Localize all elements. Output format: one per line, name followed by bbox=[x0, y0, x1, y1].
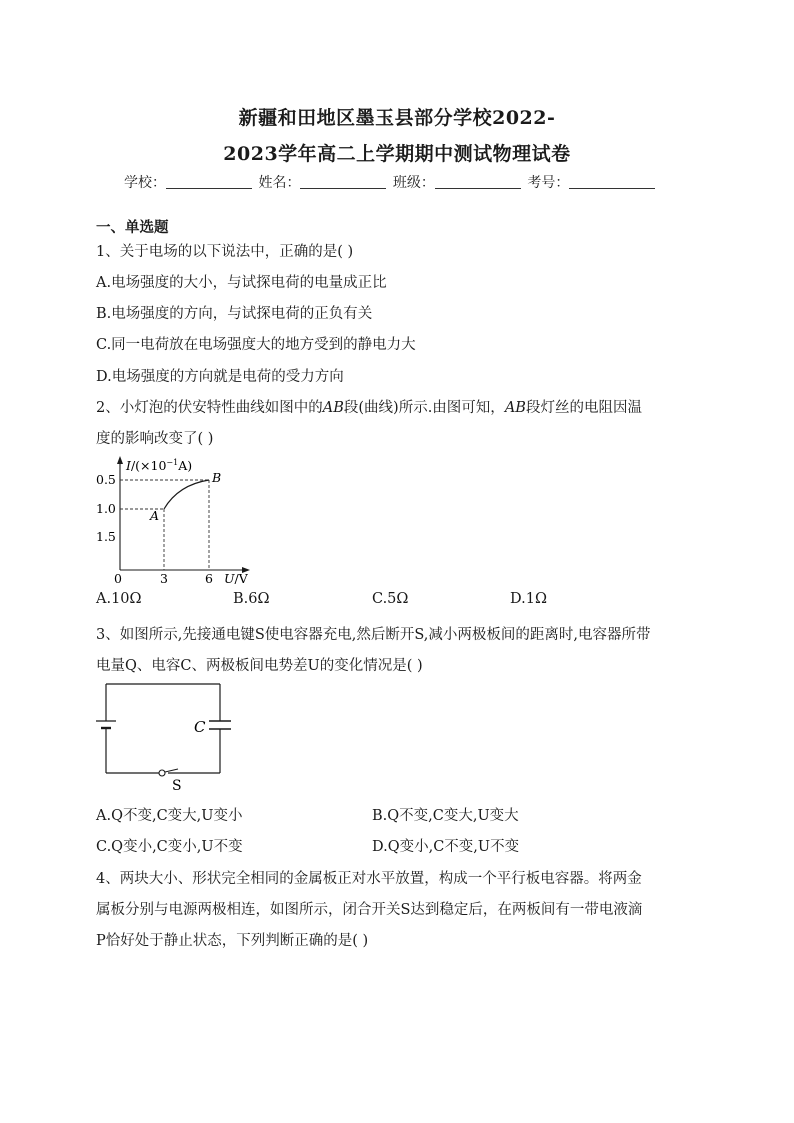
q1-stem: 1、关于电场的以下说法中，正确的是( ) bbox=[96, 244, 354, 260]
capacitor-circuit bbox=[96, 676, 236, 794]
student-info-row bbox=[124, 172, 657, 192]
capacitor-label: C bbox=[194, 718, 206, 736]
class-blank[interactable] bbox=[435, 174, 521, 189]
exam-no-label: 考号： bbox=[527, 175, 570, 191]
q2-stem-part-a: 2、小灯泡的伏安特性曲线如图中的 bbox=[96, 400, 323, 416]
q4-stem-line1: 4、两块大小、形状完全相同的金属板正对水平放置，构成一个平行板电容器。将两金 bbox=[96, 871, 642, 887]
graph-y-tick: 1.5 bbox=[96, 529, 116, 544]
class-label: 班级： bbox=[392, 175, 435, 191]
q3-stem: 3、如图所示,先接通电键S使电容器充电,然后断开S,减小两极板间的距离时,电容器所带 bbox=[96, 627, 651, 643]
q2-stem bbox=[96, 396, 642, 417]
exam-title-line1: 新疆和田地区墨玉县部分学校2022- bbox=[238, 107, 556, 129]
switch-contact-left bbox=[159, 770, 165, 776]
q2-stem-line2: 度的影响改变了( ) bbox=[96, 431, 214, 447]
iv-curve-graph bbox=[90, 452, 260, 584]
name-blank[interactable] bbox=[300, 174, 386, 189]
graph-point-b-label: B bbox=[212, 470, 222, 485]
section-heading: 一、单选题 bbox=[96, 219, 169, 236]
q2-option-a: A.10Ω bbox=[96, 591, 142, 607]
graph-x-tick: 0 bbox=[114, 571, 122, 584]
q2-stem-part-b: 段(曲线)所示.由图可知， bbox=[343, 400, 505, 416]
q2-stem-part-c: 段灯丝的电阻因温 bbox=[525, 400, 642, 416]
graph-ab-curve bbox=[164, 480, 209, 509]
graph-point-a-label: A bbox=[150, 508, 160, 523]
q3-option-a: A.Q不变,C变大,U变小 bbox=[96, 808, 243, 824]
q2-option-b: B.6Ω bbox=[233, 591, 270, 607]
q2-ab-var-2: AB bbox=[504, 400, 526, 416]
exam-title-line2: 2023学年高二上学期期中测试物理试卷 bbox=[223, 143, 571, 165]
q1-option-b: B.电场强度的方向，与试探电荷的正负有关 bbox=[96, 306, 373, 322]
q3-stem-line2: 电量Q、电容C、两极板间电势差U的变化情况是( ) bbox=[96, 658, 423, 674]
q3-option-b: B.Q不变,C变大,U变大 bbox=[372, 808, 519, 824]
graph-x-label: U/V bbox=[224, 571, 248, 584]
graph-y-tick: 0.5 bbox=[96, 472, 116, 487]
name-label: 姓名： bbox=[258, 175, 301, 191]
q2-option-d: D.1Ω bbox=[510, 591, 547, 607]
switch-label: S bbox=[172, 778, 182, 794]
graph-y-tick: 1.0 bbox=[96, 501, 116, 516]
graph-y-arrow bbox=[117, 456, 123, 464]
school-label: 学校： bbox=[124, 175, 166, 191]
q4-stem-line2: 属板分别与电源两极相连，如图所示，闭合开关S达到稳定后，在两板间有一带电液滴 bbox=[96, 902, 643, 918]
q1-option-a: A.电场强度的大小，与试探电荷的电量成正比 bbox=[96, 275, 387, 291]
q3-option-d: D.Q变小,C不变,U不变 bbox=[372, 839, 520, 855]
exam-no-blank[interactable] bbox=[569, 174, 655, 189]
graph-y-label: $I/(\times 10^{-1}A)$ bbox=[126, 458, 193, 473]
switch-lever bbox=[165, 769, 178, 772]
q4-stem-line3: P恰好处于静止状态，下列判断正确的是( ) bbox=[96, 933, 369, 949]
q2-ab-var-1: AB bbox=[322, 400, 344, 416]
school-blank[interactable] bbox=[166, 174, 252, 189]
q1-option-c: C.同一电荷放在电场强度大的地方受到的静电力大 bbox=[96, 337, 416, 353]
graph-x-tick: 3 bbox=[160, 571, 168, 584]
q1-option-d: D.电场强度的方向就是电荷的受力方向 bbox=[96, 369, 344, 385]
q2-option-c: C.5Ω bbox=[372, 591, 409, 607]
q3-option-c: C.Q变小,C变小,U不变 bbox=[96, 839, 243, 855]
graph-x-tick: 6 bbox=[205, 571, 213, 584]
